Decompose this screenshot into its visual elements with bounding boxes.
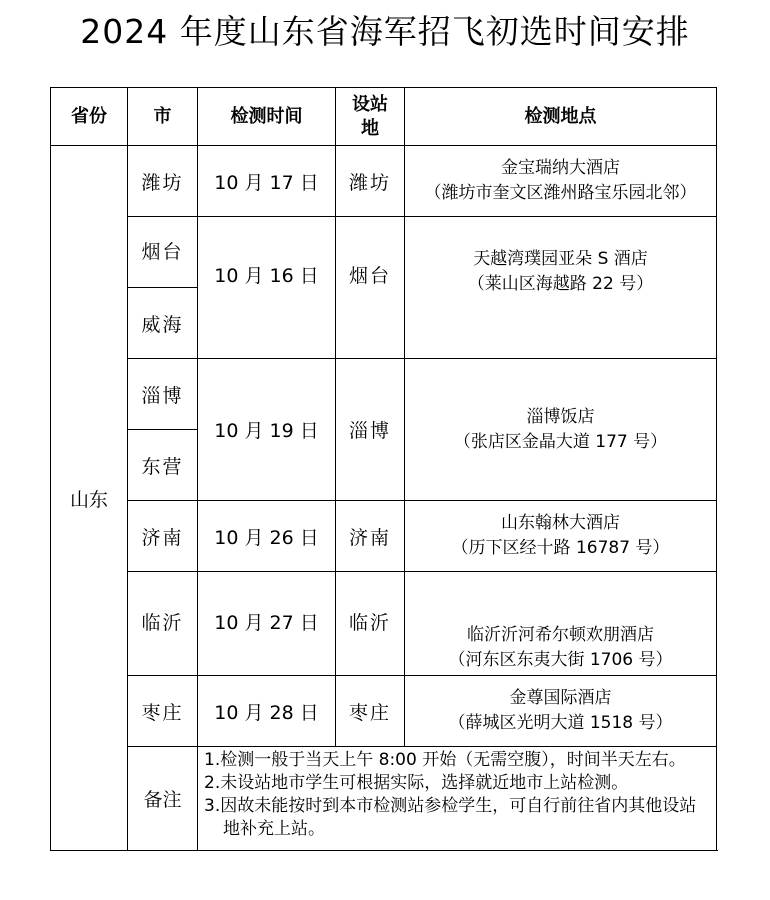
place-name: 天越湾璞园亚朵 S 酒店 bbox=[473, 249, 648, 269]
time-cell: 10 月 26 日 bbox=[198, 501, 336, 572]
station-cell: 烟台 bbox=[336, 217, 405, 359]
province-cell: 山东 bbox=[51, 146, 128, 851]
notes-label: 备注 bbox=[128, 747, 198, 851]
place-address: （历下区经十路 16787 号） bbox=[451, 538, 670, 558]
place-name: 金宝瑞纳大酒店 bbox=[501, 158, 620, 178]
place-cell bbox=[405, 572, 717, 676]
place-name: 临沂沂河希尔顿欢朋酒店 bbox=[467, 625, 654, 645]
time-cell: 10 月 27 日 bbox=[198, 572, 336, 676]
notes-row bbox=[51, 747, 717, 851]
table-row bbox=[51, 676, 717, 747]
schedule-table bbox=[50, 87, 717, 851]
place-cell bbox=[405, 501, 717, 572]
table-row bbox=[51, 501, 717, 572]
time-cell: 10 月 16 日 bbox=[198, 217, 336, 359]
header-row bbox=[51, 88, 717, 146]
time-cell: 10 月 19 日 bbox=[198, 359, 336, 501]
city-cell: 潍坊 bbox=[128, 146, 198, 217]
header-station: 设站 地 bbox=[336, 88, 405, 146]
station-cell: 临沂 bbox=[336, 572, 405, 676]
header-city: 市 bbox=[128, 88, 198, 146]
notes-content bbox=[198, 747, 717, 851]
place-cell bbox=[405, 217, 717, 359]
station-cell: 淄博 bbox=[336, 359, 405, 501]
page-title: 2024 年度山东省海军招飞初选时间安排 bbox=[80, 12, 690, 51]
place-cell bbox=[405, 676, 717, 747]
table-row bbox=[51, 359, 717, 430]
place-address: （莱山区海越路 22 号） bbox=[467, 274, 654, 294]
table-row bbox=[51, 572, 717, 676]
place-address: （河东区东夷大街 1706 号） bbox=[448, 650, 673, 670]
city-cell: 济南 bbox=[128, 501, 198, 572]
place-address: （张店区金晶大道 177 号） bbox=[453, 431, 668, 452]
table-row bbox=[51, 217, 717, 288]
place-name: 金尊国际酒店 bbox=[509, 688, 612, 708]
city-cell: 东营 bbox=[128, 430, 198, 501]
header-province: 省份 bbox=[51, 88, 128, 146]
city-cell: 临沂 bbox=[128, 572, 198, 676]
place-name: 山东翰林大酒店 bbox=[501, 513, 620, 533]
header-time: 检测时间 bbox=[198, 88, 336, 146]
time-cell: 10 月 28 日 bbox=[198, 676, 336, 747]
time-cell: 10 月 17 日 bbox=[198, 146, 336, 217]
place-cell bbox=[405, 359, 717, 501]
note-line: 地补充上站。 bbox=[223, 819, 325, 839]
city-cell: 烟台 bbox=[128, 217, 198, 288]
note-line: 3.因故未能按时到本市检测站参检学生，可自行前往省内其他设站 bbox=[204, 796, 697, 816]
station-cell: 济南 bbox=[336, 501, 405, 572]
place-name: 淄博饭店 bbox=[526, 406, 595, 427]
note-line: 1.检测一般于当天上午 8:00 开始（无需空腹），时间半天左右。 bbox=[204, 750, 686, 770]
note-line: 2.未设站地市学生可根据实际，选择就近地市上站检测。 bbox=[204, 773, 629, 793]
station-cell: 潍坊 bbox=[336, 146, 405, 217]
city-cell: 威海 bbox=[128, 288, 198, 359]
city-cell: 淄博 bbox=[128, 359, 198, 430]
city-cell: 枣庄 bbox=[128, 676, 198, 747]
place-address: （薛城区光明大道 1518 号） bbox=[448, 713, 673, 733]
place-cell bbox=[405, 146, 717, 217]
table-row bbox=[51, 146, 717, 217]
station-cell: 枣庄 bbox=[336, 676, 405, 747]
place-address: （潍坊市奎文区潍州路宝乐园北邻） bbox=[424, 183, 697, 203]
header-place: 检测地点 bbox=[405, 88, 717, 146]
